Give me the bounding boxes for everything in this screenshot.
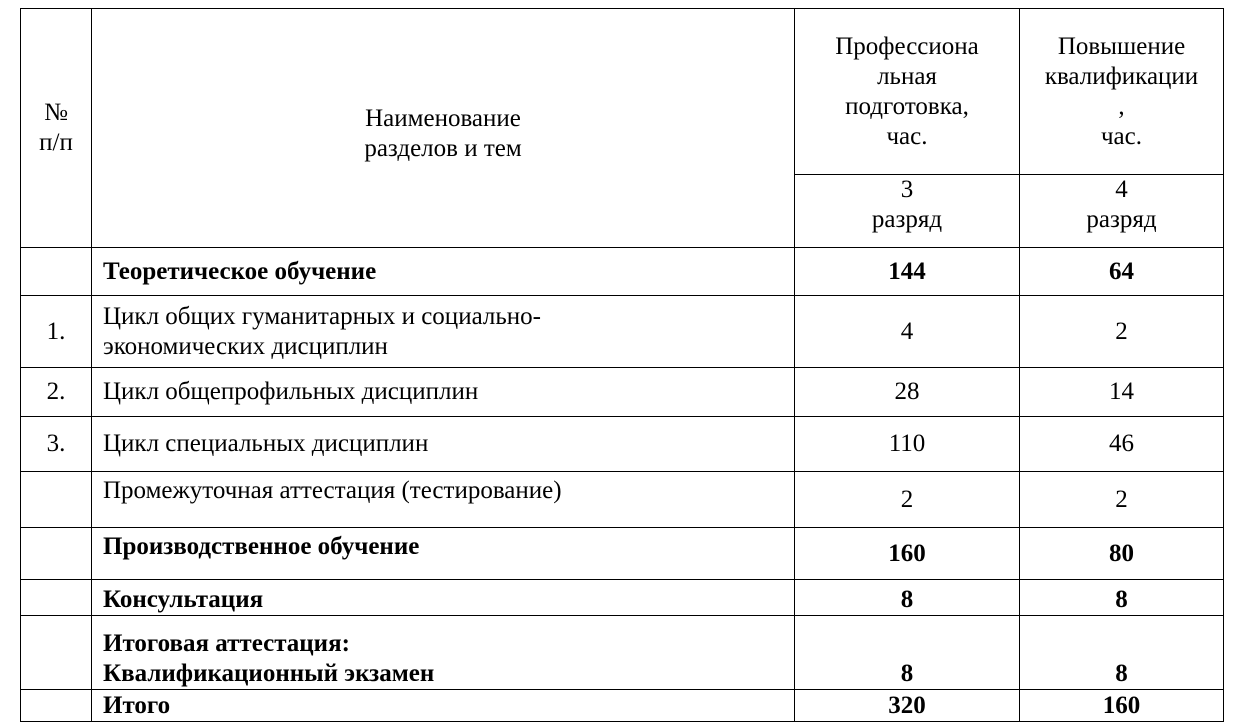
row-name: Промежуточная аттестация (тестирование) [92, 472, 795, 528]
row-professional-hours: 4 [795, 296, 1020, 368]
row-name: Итого [92, 690, 795, 722]
table-row [21, 616, 1224, 690]
row-qualification-hours: 2 [1020, 296, 1224, 368]
row-name: Консультация [92, 580, 795, 616]
row-qualification-hours: 80 [1020, 528, 1224, 580]
row-name: Теоретическое обучение [92, 248, 795, 296]
col-name-header: Наименование разделов и тем [92, 9, 795, 248]
row-num [21, 472, 92, 528]
row-name: Цикл специальных дисциплин [92, 417, 795, 472]
row-qualification-hours: 160 [1020, 690, 1224, 722]
row-name: Цикл общепрофильных дисциплин [92, 368, 795, 417]
row-num [21, 248, 92, 296]
header-row [21, 9, 1224, 175]
table-row [21, 528, 1224, 580]
row-qualification-hours: 2 [1020, 472, 1224, 528]
row-professional-hours: 110 [795, 417, 1020, 472]
col-num-header: № п/п [21, 9, 92, 248]
row-num: 3. [21, 417, 92, 472]
row-num [21, 690, 92, 722]
row-qualification-hours: 8 [1020, 616, 1224, 690]
col-professional-header: Профессиона льная подготовка, час. [795, 9, 1020, 175]
table-row [21, 472, 1224, 528]
curriculum-table [20, 8, 1224, 722]
row-num [21, 580, 92, 616]
row-name: Цикл общих гуманитарных и социально- экономических дисциплин [92, 296, 795, 368]
table-row [21, 417, 1224, 472]
row-num: 2. [21, 368, 92, 417]
row-professional-hours: 8 [795, 616, 1020, 690]
table-row [21, 690, 1224, 722]
col-qualification-header: Повышение квалификации , час. [1020, 9, 1224, 175]
table-row [21, 368, 1224, 417]
row-professional-hours: 144 [795, 248, 1020, 296]
row-num [21, 528, 92, 580]
row-professional-hours: 2 [795, 472, 1020, 528]
col-professional-grade: 3 разряд [795, 175, 1020, 248]
row-num [21, 616, 92, 690]
row-qualification-hours: 46 [1020, 417, 1224, 472]
row-professional-hours: 160 [795, 528, 1020, 580]
row-name: Итоговая аттестация: Квалификационный экзамен [92, 616, 795, 690]
row-professional-hours: 320 [795, 690, 1020, 722]
row-name: Производственное обучение [92, 528, 795, 580]
row-professional-hours: 28 [795, 368, 1020, 417]
table-row [21, 296, 1224, 368]
table-row [21, 580, 1224, 616]
table-row [21, 248, 1224, 296]
row-num: 1. [21, 296, 92, 368]
col-qualification-grade: 4 разряд [1020, 175, 1224, 248]
row-qualification-hours: 64 [1020, 248, 1224, 296]
row-qualification-hours: 14 [1020, 368, 1224, 417]
row-professional-hours: 8 [795, 580, 1020, 616]
row-qualification-hours: 8 [1020, 580, 1224, 616]
